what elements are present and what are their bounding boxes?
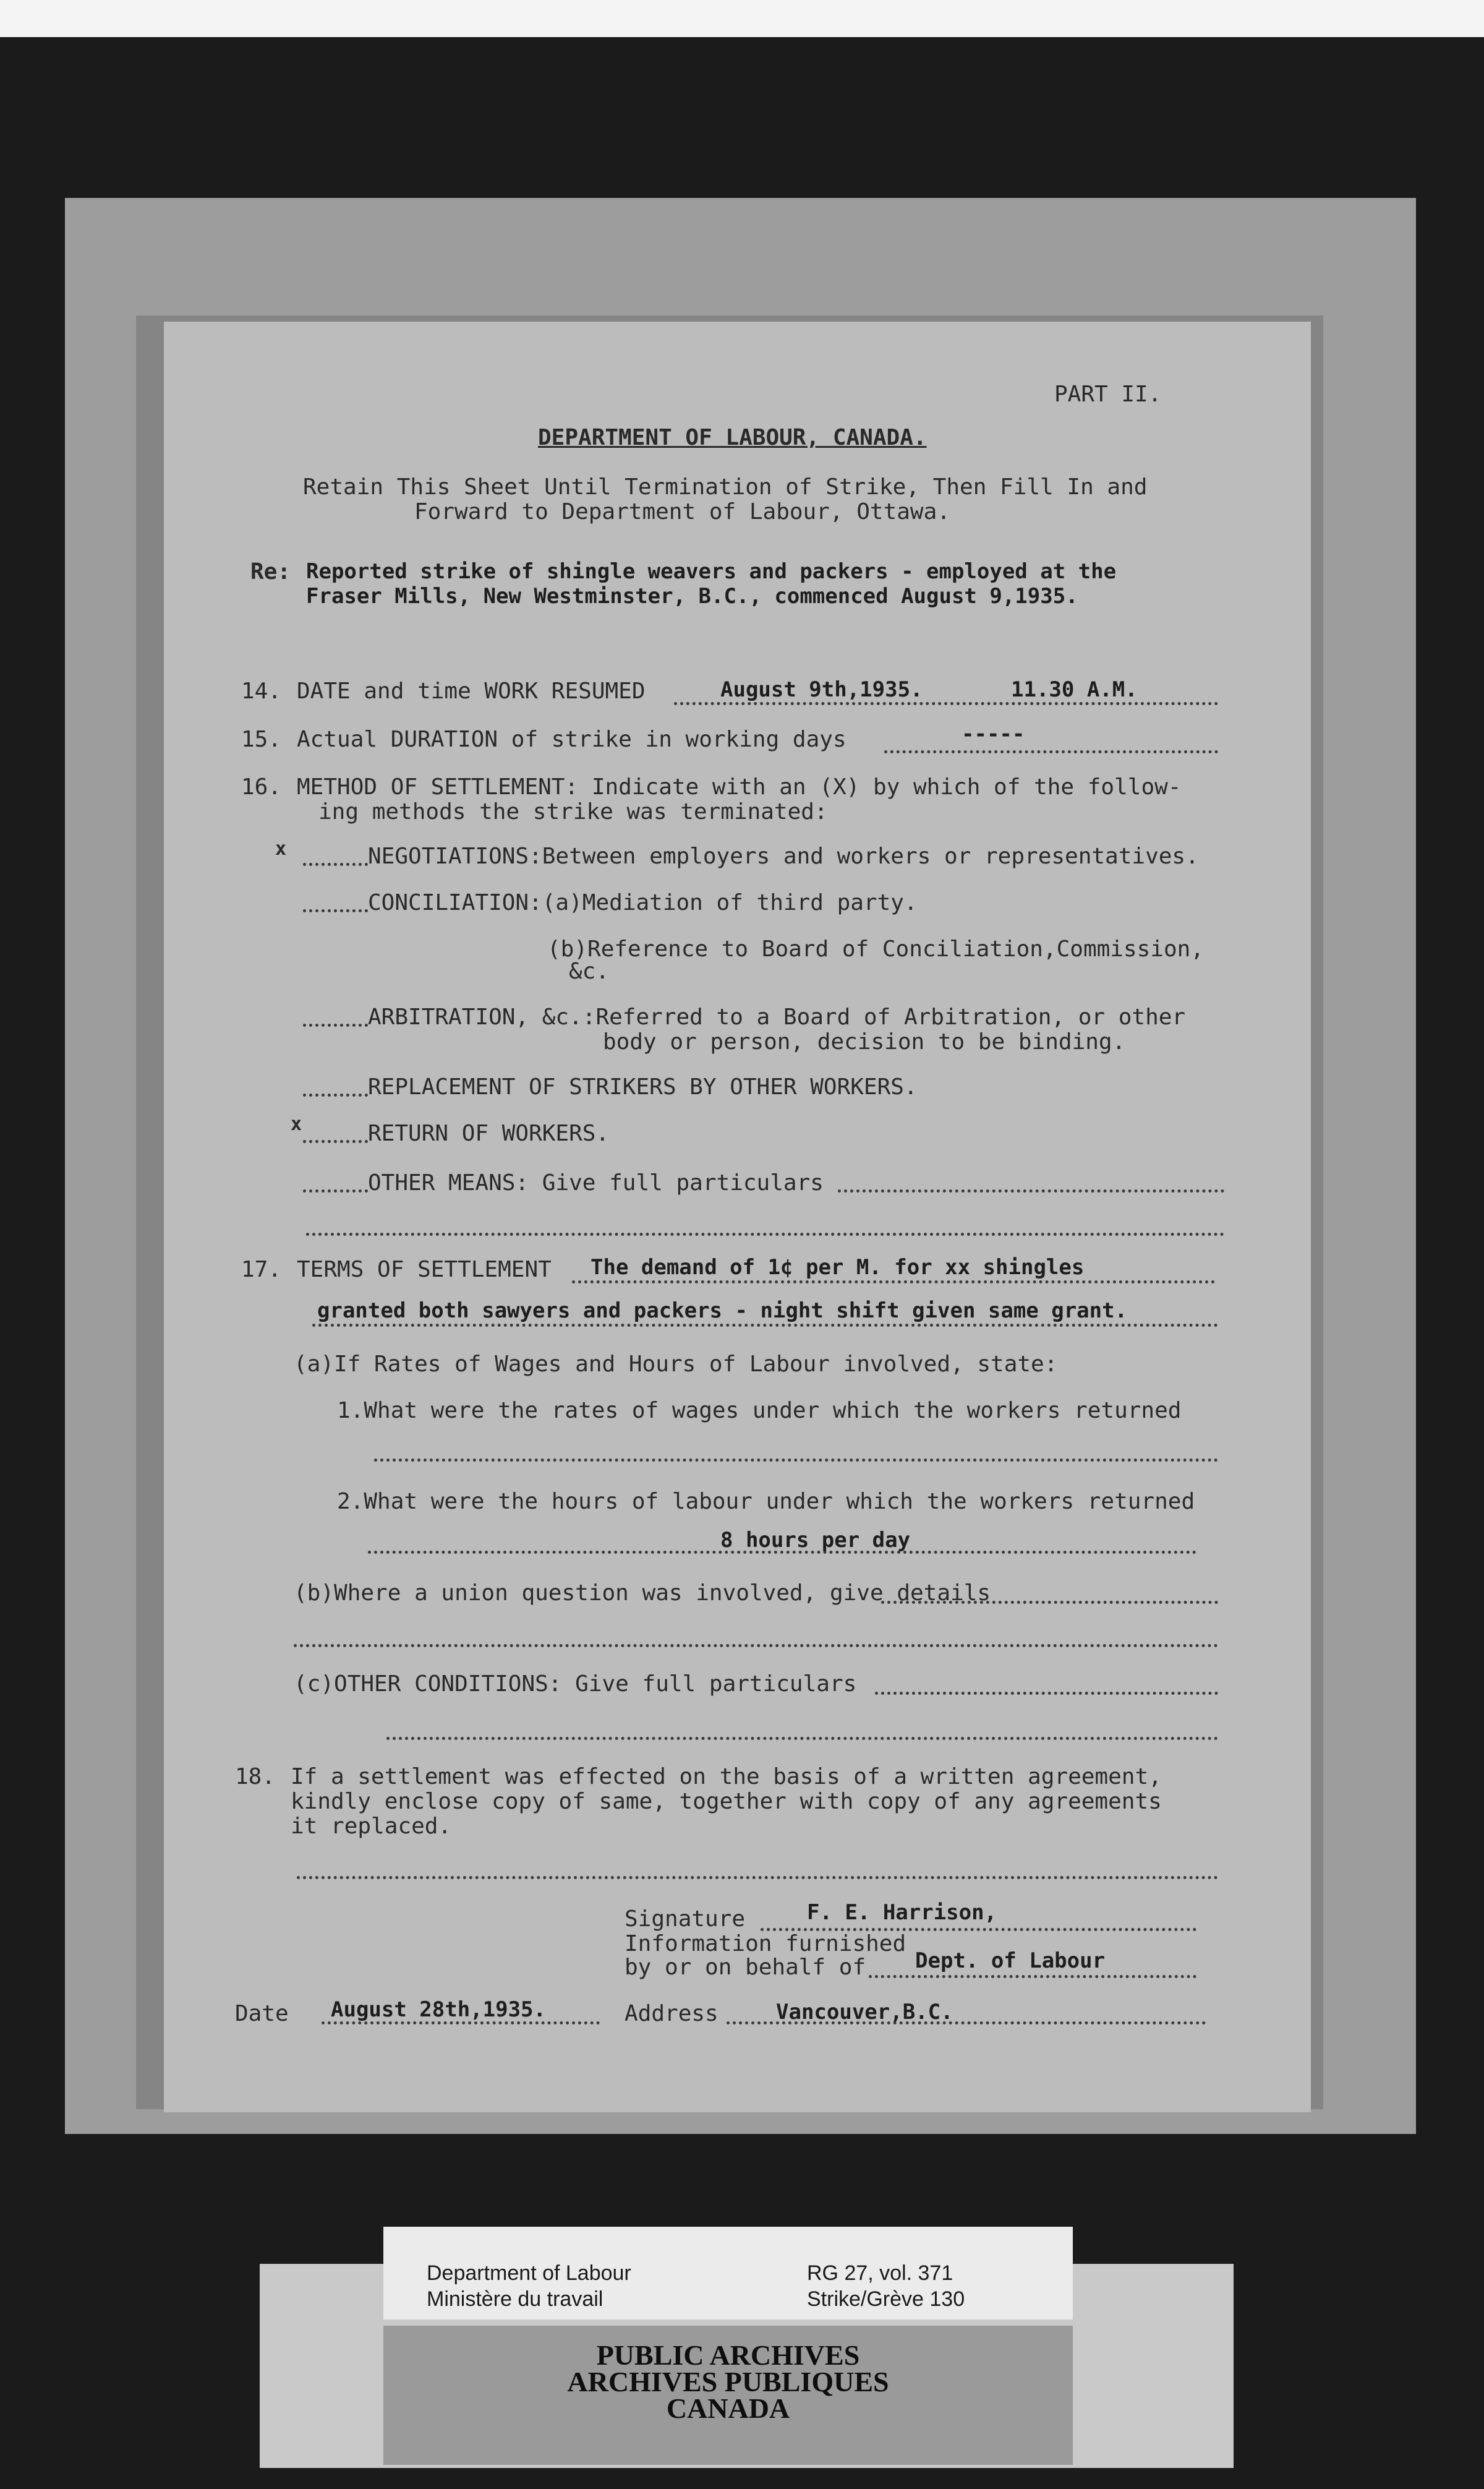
negotiations-option: NEGOTIATIONS:Between employers and workers or representatives.	[368, 844, 1199, 869]
archive-dept-en: Department of Labour	[427, 2261, 631, 2285]
instruction-line-1: Retain This Sheet Until Termination of Strike, Then Fill In and	[303, 474, 1148, 500]
item-18-dotted-line	[297, 1876, 1218, 1879]
replacement-option: REPLACEMENT OF STRIKERS BY OTHER WORKERS.	[368, 1074, 918, 1100]
conciliation-option-b-line-1: (b)Reference to Board of Conciliation,Commission,	[547, 936, 1205, 962]
address-value: Vancouver,B.C.	[776, 2000, 953, 2024]
archive-ref-strike: Strike/Grève 130	[807, 2287, 965, 2311]
union-question-dotted-line	[881, 1601, 1218, 1604]
item-17-number: 17.	[241, 1257, 282, 1282]
arbitration-dots	[303, 1024, 368, 1027]
archive-dept-fr: Ministère du travail	[427, 2287, 603, 2311]
other-means-extra-line	[306, 1233, 1224, 1236]
address-label: Address	[625, 2001, 719, 2026]
item-17-dotted-line-2	[312, 1324, 1218, 1327]
item-14-number: 14.	[241, 679, 282, 704]
item-16-number: 16.	[241, 774, 282, 800]
union-question-extra-line	[294, 1644, 1218, 1647]
work-resumed-date: August 9th,1935.	[720, 677, 923, 702]
item-15-dotted-line	[884, 750, 1218, 753]
other-conditions-extra-line	[386, 1737, 1218, 1740]
item-15-number: 15.	[241, 727, 282, 752]
work-resumed-time: 11.30 A.M.	[1011, 677, 1138, 702]
arbitration-option-line-2: body or person, decision to be binding.	[603, 1029, 1126, 1055]
other-means-dotted-line	[838, 1189, 1224, 1193]
item-14-dotted-line	[674, 702, 1218, 705]
item-17-label: TERMS OF SETTLEMENT	[297, 1257, 552, 1282]
re-line-1: Reported strike of shingle weavers and packers - employed at the	[306, 559, 1117, 584]
item-17-question-2: 2.What were the hours of labour under which the workers returned	[337, 1489, 1195, 1514]
department-title: DEPARTMENT OF LABOUR, CANADA.	[538, 425, 927, 450]
hours-answer: 8 hours per day	[720, 1528, 911, 1553]
return-of-workers-option: RETURN OF WORKERS.	[368, 1121, 610, 1146]
item-18-number: 18.	[235, 1764, 276, 1789]
item-17-question-1: 1.What were the rates of wages under which the workers returned	[337, 1398, 1182, 1423]
replacement-dots	[303, 1094, 368, 1097]
item-18-line-1: If a settlement was effected on the basis of a written agreement,	[291, 1764, 1162, 1789]
return-of-workers-x-mark: x	[291, 1113, 302, 1135]
signature-label: Signature	[625, 1906, 746, 1932]
re-line-2: Fraser Mills, New Westminster, B.C., commenced August 9,1935.	[306, 584, 1078, 609]
other-conditions-dotted-line	[875, 1692, 1218, 1695]
on-behalf-of-value: Dept. of Labour	[915, 1948, 1106, 1973]
item-16-line-2: ing methods the strike was terminated:	[318, 799, 828, 825]
other-means-dots	[303, 1189, 368, 1193]
item-18-line-2: kindly enclose copy of same, together with copy of any agreements	[291, 1789, 1162, 1814]
item-17-b: (b)Where a union question was involved, give details	[294, 1580, 991, 1606]
item-17-a: (a)If Rates of Wages and Hours of Labour involved, state:	[294, 1352, 1058, 1377]
arbitration-option-line-1: ARBITRATION, &c.:Referred to a Board of Arbitration, or other	[368, 1005, 1186, 1030]
negotiations-x-mark: x	[275, 838, 287, 860]
negotiations-dots	[303, 863, 368, 866]
item-18-line-3: it replaced.	[291, 1814, 452, 1839]
item-15-label: Actual DURATION of strike in working days	[297, 727, 846, 752]
scan-top-margin	[0, 0, 1484, 37]
item-14-label: DATE and time WORK RESUMED	[297, 679, 646, 704]
instruction-line-2: Forward to Department of Labour, Ottawa.	[414, 499, 950, 525]
item-16-line-1: METHOD OF SETTLEMENT: Indicate with an (X) by which of the follow-	[297, 774, 1182, 800]
duration-value: -----	[962, 722, 1025, 747]
item-17-c: (c)OTHER CONDITIONS: Give full particulars	[294, 1671, 857, 1697]
terms-of-settlement-line-2: granted both sawyers and packers - night shift given same grant.	[317, 1298, 1128, 1323]
re-label: Re:	[250, 559, 291, 585]
conciliation-option-b-line-2: &c.	[569, 959, 610, 984]
archive-ref-volume: RG 27, vol. 371	[807, 2261, 953, 2285]
signature-value: F. E. Harrison,	[807, 1900, 997, 1925]
behalf-dotted-line	[869, 1975, 1196, 1978]
conciliation-dots	[303, 909, 368, 912]
other-means-option: OTHER MEANS: Give full particulars	[368, 1170, 824, 1196]
terms-of-settlement-line-1: The demand of 1¢ per M. for xx shingles	[591, 1255, 1085, 1280]
info-furnished-line-2: by or on behalf of	[625, 1955, 866, 1980]
date-label: Date	[235, 2001, 289, 2026]
date-value: August 28th,1935.	[331, 1997, 546, 2022]
public-archives-line: PUBLIC ARCHIVES	[596, 2339, 860, 2371]
info-furnished-line-1: Information furnished	[625, 1931, 906, 1956]
return-dots	[303, 1140, 368, 1143]
wages-answer-line	[374, 1459, 1218, 1462]
archives-publiques-line: ARCHIVES PUBLIQUES	[567, 2366, 889, 2397]
item-17-dotted-line-1	[572, 1280, 1215, 1283]
canada-line: CANADA	[666, 2393, 790, 2424]
conciliation-option-a: CONCILIATION:(a)Mediation of third party.	[368, 890, 918, 915]
part-label: PART II.	[1054, 382, 1162, 407]
strike-report-sheet	[164, 322, 1311, 2112]
